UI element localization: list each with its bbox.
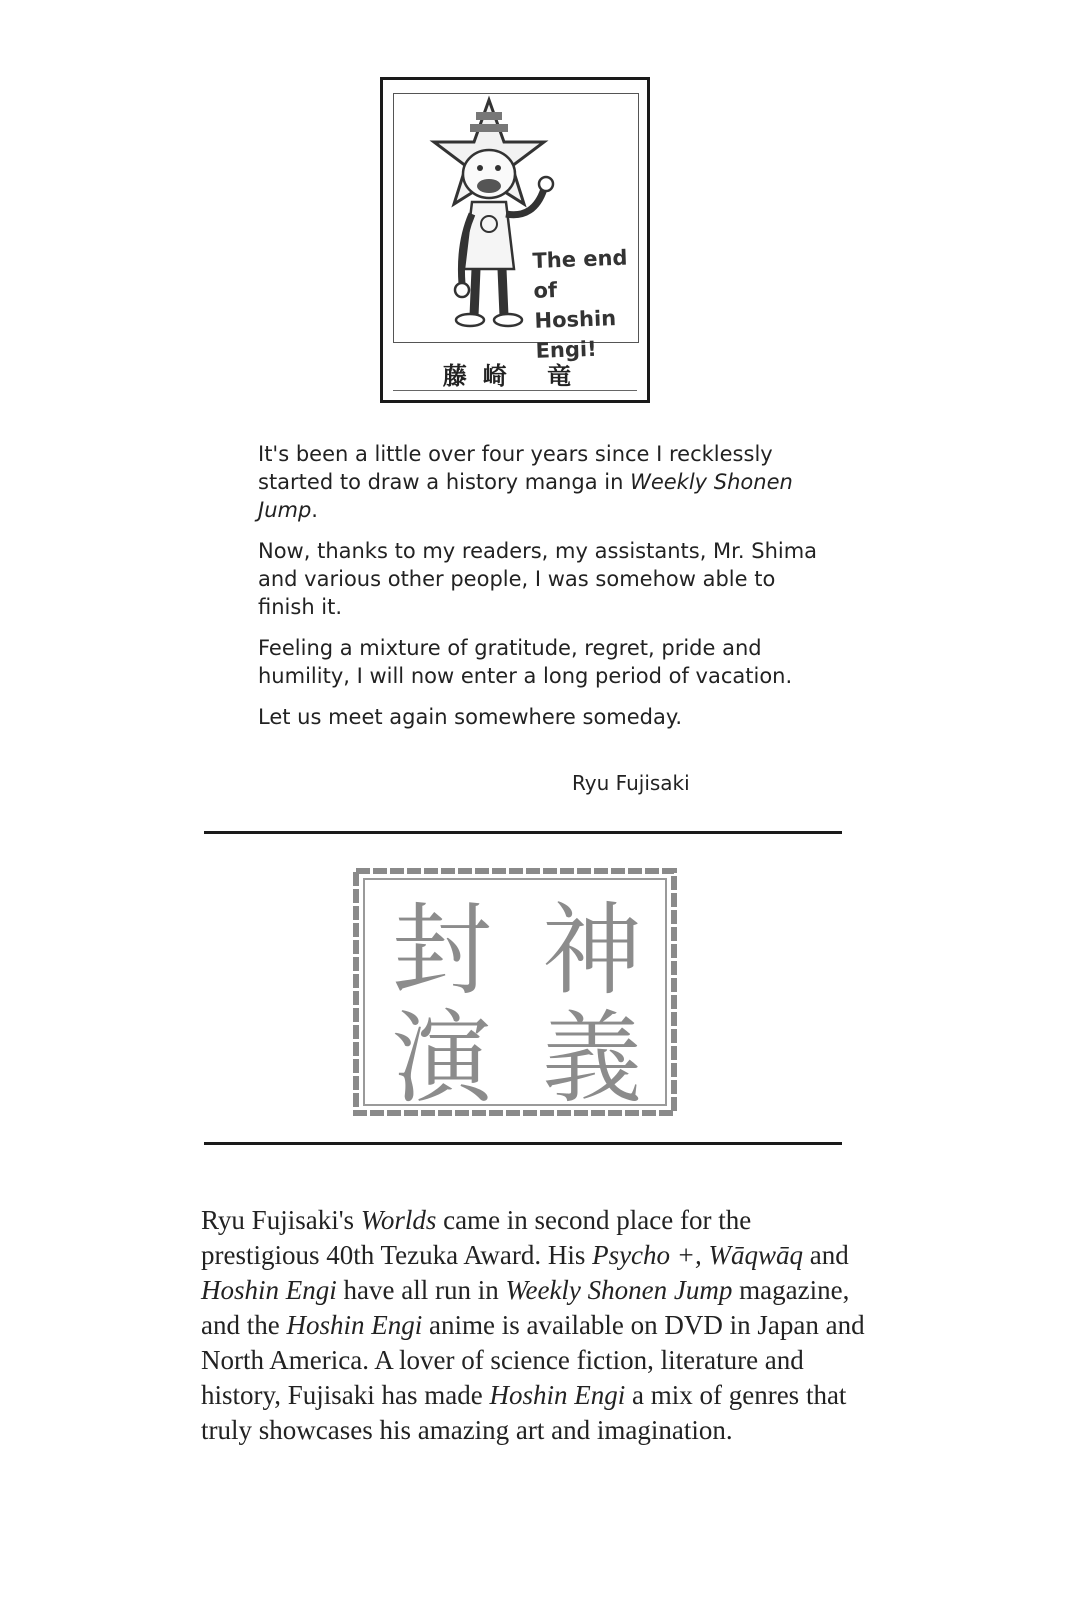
seal-char: 神 xyxy=(542,892,642,1009)
work-title: Psycho +, Wāqwāq xyxy=(592,1240,804,1270)
message-paragraph: Now, thanks to my readers, my assistants, Mr. Shima and various other people, I was somehow able to finish it. xyxy=(258,539,818,619)
magazine-title: Weekly Shonen Jump xyxy=(258,470,793,522)
author-name-japanese: 藤崎 竜 xyxy=(442,361,588,390)
message-paragraph: Let us meet again somewhere someday. xyxy=(258,705,682,729)
work-title: Hoshin Engi xyxy=(489,1380,626,1410)
message-text: . xyxy=(311,498,318,522)
caption-line: Engi! xyxy=(535,336,598,363)
caption-line: The end xyxy=(532,245,628,273)
author-portrait-card xyxy=(380,77,650,403)
author-signature: Ryu Fujisaki xyxy=(572,771,690,795)
bio-text: Ryu Fujisaki's xyxy=(201,1205,361,1235)
card-divider xyxy=(393,390,637,391)
divider-top xyxy=(204,831,842,834)
message-paragraph: Feeling a mixture of gratitude, regret, pride and humility, I will now enter a long period of vacation. xyxy=(258,636,793,688)
seal-char: 演 xyxy=(392,1000,492,1117)
message-text: It's been a little over four years since I recklessly started to draw a history manga in xyxy=(258,442,773,494)
bio-text: and xyxy=(803,1240,849,1270)
author-biography xyxy=(201,1203,871,1448)
divider-bottom xyxy=(204,1142,842,1145)
seal-char: 封 xyxy=(392,892,492,1009)
message-paragraph xyxy=(258,440,818,524)
bio-text: a mix of genres that truly showcases his amazing art and imagination. xyxy=(201,1380,847,1445)
seal-char: 義 xyxy=(542,1000,642,1117)
work-title: Worlds xyxy=(360,1205,437,1235)
work-title: Hoshin Engi xyxy=(201,1275,337,1305)
author-message xyxy=(258,440,818,744)
caption-line: of Hoshin xyxy=(533,278,617,333)
bio-text: magazine, and the xyxy=(201,1275,850,1340)
hoshin-engi-seal-stamp xyxy=(352,867,678,1117)
magazine-title: Weekly Shonen Jump xyxy=(505,1275,733,1305)
bio-text: came in second place for the prestigious 40th Tezuka Award. His xyxy=(201,1205,752,1270)
bio-text: anime is available on DVD in Japan and North America. A lover of science fiction, literature and history, Fujisaki has made xyxy=(201,1310,865,1410)
work-title: Hoshin Engi xyxy=(286,1310,423,1340)
portrait-caption xyxy=(532,242,646,366)
portrait-frame xyxy=(393,93,639,363)
bio-text: have all run in xyxy=(336,1275,506,1305)
